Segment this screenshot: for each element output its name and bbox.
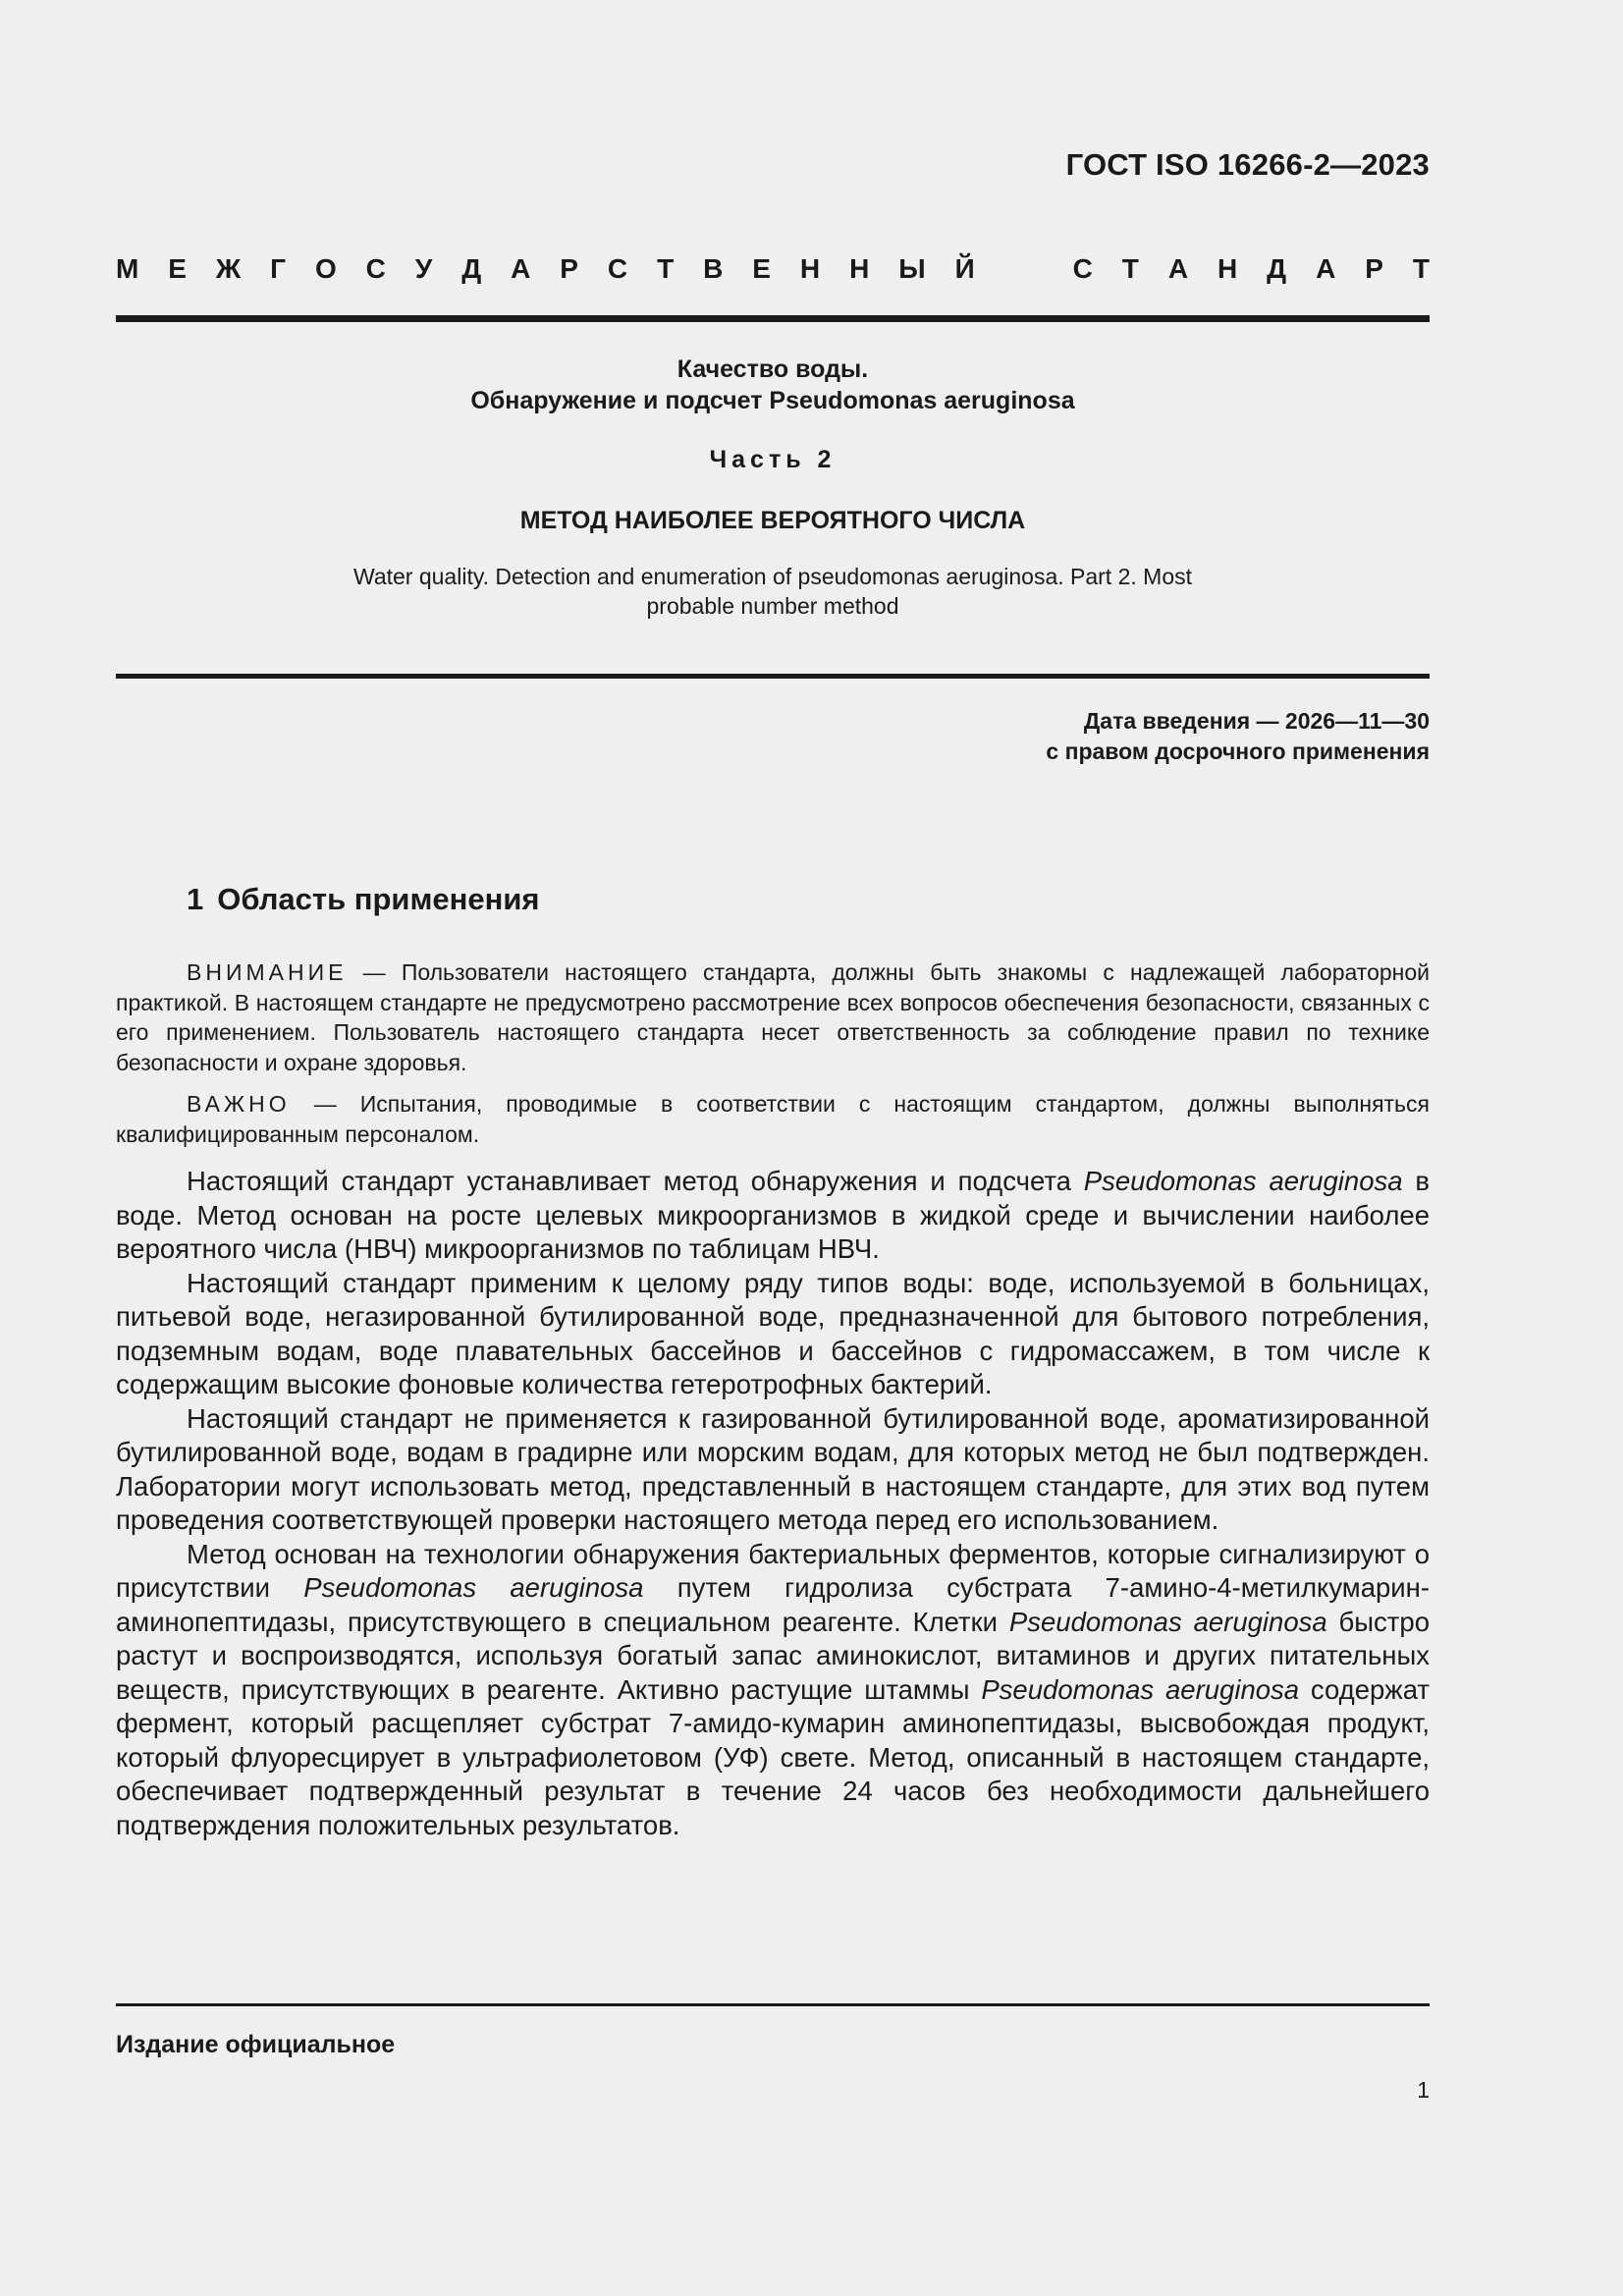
- title-russian-line2: Обнаружение и подсчет Pseudomonas aeruginosa: [470, 387, 1075, 414]
- early-application-line: с правом досрочного применения: [1046, 738, 1430, 764]
- standard-type-letter: Д: [1267, 253, 1287, 284]
- species-name: Pseudomonas aeruginosa: [303, 1572, 644, 1603]
- paragraph-text: Метод основан на технологии обнаружения бактериальных ферментов, которые сигнализируют о присутствии: [116, 1538, 1430, 1603]
- title-english: Water quality. Detection and enumeration of pseudomonas aeruginosa. Part 2. Most probable number method: [352, 564, 1193, 619]
- warning-label: ВНИМАНИЕ: [187, 959, 348, 985]
- introduction-date: [1046, 706, 1430, 767]
- standard-type-letter: Р: [1365, 253, 1383, 284]
- paragraph-scope: [116, 1165, 1430, 1267]
- warning-text: — Пользователи настоящего стандарта, должны быть знакомы с надлежащей лабораторной практикой. В настоящем стандарте не предусмотрено рассмотрение всех вопросов обеспечения безопасности, связанных с его применением. Пользователь настоящего стандарта несет ответственность за соблюдение правил по технике безопасности и охране здоровья.: [116, 959, 1430, 1075]
- standard-type-letter: М: [116, 253, 139, 284]
- standard-type-letter: Г: [270, 253, 287, 284]
- document-code: ГОСТ ISO 16266-2—2023: [1065, 147, 1430, 182]
- standard-type-letter: А: [1316, 253, 1336, 284]
- important-label: ВАЖНО: [187, 1091, 291, 1117]
- standard-type-letter: Т: [1121, 253, 1139, 284]
- standard-type-letter: Т: [657, 253, 675, 284]
- page-number: 1: [1417, 2077, 1430, 2103]
- warning-note: [116, 957, 1430, 1077]
- header-divider: [116, 315, 1430, 322]
- standard-type-letter: Р: [560, 253, 578, 284]
- standard-type-letter: В: [703, 253, 724, 284]
- standard-type-letter: С: [1072, 253, 1093, 284]
- important-note: [116, 1089, 1430, 1149]
- standard-type-letter: Н: [1217, 253, 1238, 284]
- paragraph-text: путем гидролиза субстрата 7-амино-4-метилкумарин-аминопептидазы, присутствующего в специальном реагенте. Клетки: [116, 1572, 1430, 1637]
- standard-type-letter: Н: [799, 253, 821, 284]
- paragraph-text: Настоящий стандарт устанавливает метод обнаружения и подсчета: [187, 1166, 1084, 1196]
- title-divider: [116, 674, 1430, 679]
- standard-type-letter: Ы: [898, 253, 926, 284]
- method-title: МЕТОД НАИБОЛЕЕ ВЕРОЯТНОГО ЧИСЛА: [519, 507, 1026, 534]
- standard-type-letter: Й: [954, 253, 975, 284]
- title-block: [116, 354, 1430, 621]
- introduction-date-line: Дата введения — 2026—11—30: [1083, 708, 1430, 734]
- standard-type-letter: У: [414, 253, 433, 284]
- standard-type-letter: А: [511, 253, 531, 284]
- paragraph-applicability: Настоящий стандарт применим к целому ряду типов воды: воде, используемой в больницах, питьевой воде, негазированной бутилированной воде, предназначенной для бытового потребления, подземным водам, воде плавательных бассейнов и бассейнов с гидромассажем, в том числе к содержащим высокие фоновые количества гетеротрофных бактерий.: [116, 1267, 1430, 1399]
- section-number: 1: [187, 882, 204, 916]
- paragraph-exclusions: Настоящий стандарт не применяется к газированной бутилированной воде, ароматизированной бутилированной воде, водам в градирне или морским водам, для которых метод не был подтвержден. Лаборатории могут использовать метод, представленный в настоящем стандарте, для этих вод путем проведения соответствующей проверки настоящего метода перед его использованием.: [116, 1402, 1430, 1535]
- standard-type-letter: О: [314, 253, 337, 284]
- paragraph-text: содержат фермент, который расщепляет субстрат 7-амидо-кумарин аминопептидазы, высвобождая продукт, который флуоресцирует в ультрафиолетовом (УФ) свете. Метод, описанный в настоящем стандарте, обеспечивает подтвержденный результат в течение 24 часов без необходимости дальнейшего подтверждения положительных результатов.: [116, 1673, 1430, 1840]
- standard-type-letter: Е: [168, 253, 187, 284]
- footer-divider: [116, 2003, 1430, 2006]
- standard-type-letter: Т: [1412, 253, 1430, 284]
- document-page: [116, 0, 1430, 2296]
- section-title: Область применения: [217, 882, 540, 916]
- standard-type-letter: С: [365, 253, 386, 284]
- standard-type-letter: С: [607, 253, 628, 284]
- section-body: [116, 957, 1430, 1842]
- paragraph-text: в воде. Метод основан на росте целевых микроорганизмов в жидкой среде и вычислении наиболее вероятного числа (НВЧ) микроорганизмов по таблицам НВЧ.: [116, 1166, 1431, 1264]
- standard-type-banner: [116, 253, 1430, 287]
- paragraph-method-principle: [116, 1538, 1430, 1843]
- species-name: Pseudomonas aeruginosa: [981, 1673, 1300, 1705]
- paragraph-text: быстро растут и воспроизводятся, используя богатый запас аминокислот, витаминов и других питательных веществ, присутствующих в реагенте. Активно растущие штаммы: [116, 1606, 1430, 1705]
- section-heading: [187, 882, 540, 917]
- species-name: Pseudomonas aeruginosa: [1083, 1166, 1403, 1196]
- standard-type-letter: Е: [752, 253, 771, 284]
- species-name: Pseudomonas aeruginosa: [1008, 1606, 1327, 1637]
- standard-type-letter: А: [1167, 253, 1189, 284]
- standard-type-letter: Ж: [215, 253, 242, 284]
- standard-type-letter: Н: [849, 253, 870, 284]
- part-label: Часть 2: [709, 446, 837, 473]
- standard-type-letter: Д: [461, 253, 482, 284]
- title-russian-line1: Качество воды.: [676, 355, 869, 383]
- word-gap: [1004, 253, 1044, 287]
- official-edition-label: Издание официальное: [116, 2031, 396, 2058]
- important-text: — Испытания, проводимые в соответствии с настоящим стандартом, должны выполняться квалифицированным персоналом.: [116, 1091, 1430, 1147]
